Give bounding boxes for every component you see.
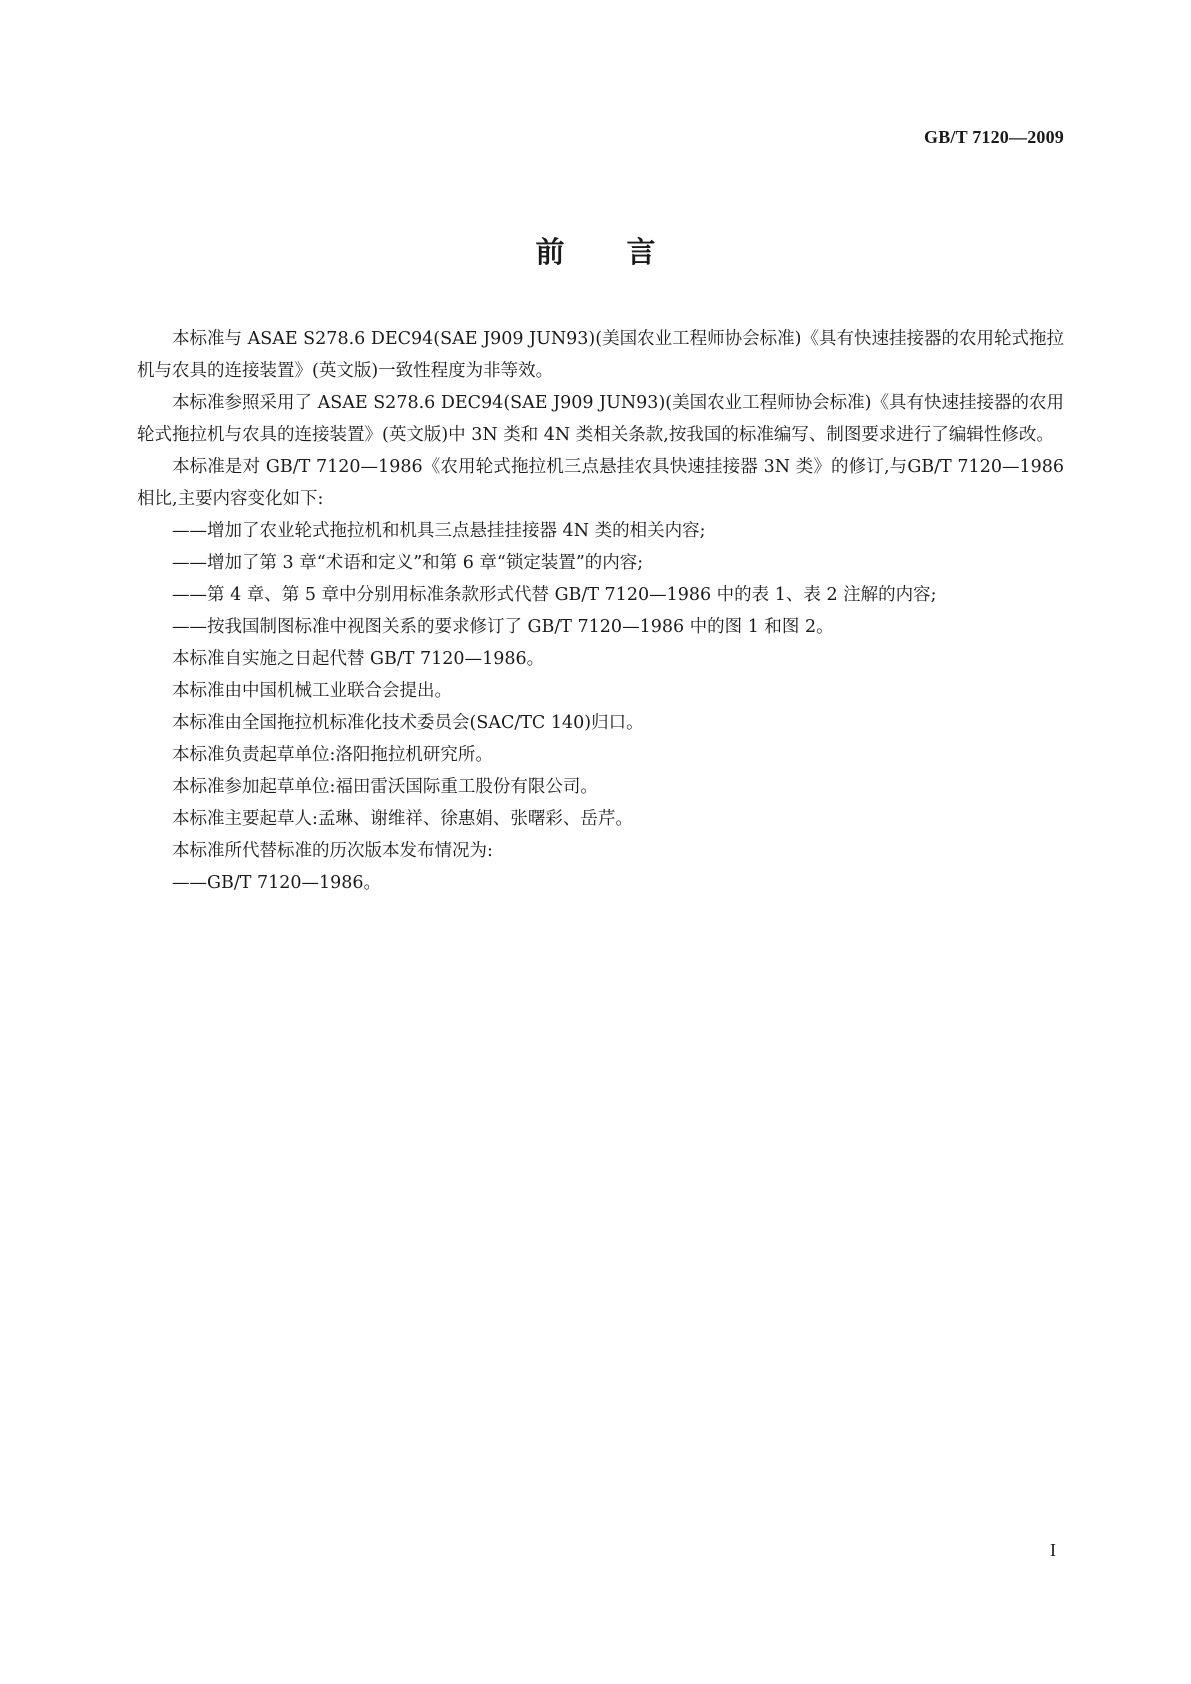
paragraph: 本标准负责起草单位:洛阳拖拉机研究所。 [172,745,493,765]
paragraph: 本标准由全国拖拉机标准化技术委员会(SAC/TC 140)归口。 [172,713,644,733]
paragraph: 本标准参照采用了 ASAE S278.6 DEC94(SAE J909 JUN93)(美国农业工程师协会标准)《具有快速挂接器的农用轮式拖拉机与农具的连接装置》(英文版)中 3N 类和 4N 类相关条款,按我国的标准编写、制图要求进行了编辑性修改。 [137,393,1064,445]
paragraph: 本标准自实施之日起代替 GB/T 7120—1986。 [172,649,545,669]
page-number: I [1050,1540,1056,1560]
paragraph: 本标准与 ASAE S278.6 DEC94(SAE J909 JUN93)(美国农业工程师协会标准)《具有快速挂接器的农用轮式拖拉机与农具的连接装置》(英文版)一致性程度为非等效。 [137,329,1064,381]
paragraph: 本标准所代替标准的历次版本发布情况为: [172,841,493,861]
paragraph: 本标准是对 GB/T 7120—1986《农用轮式拖拉机三点悬挂农具快速挂接器 3N 类》的修订,与GB/T 7120—1986 相比,主要内容变化如下: [137,457,1064,509]
paragraph: 本标准参加起草单位:福田雷沃国际重工股份有限公司。 [172,777,598,797]
foreword-body [137,323,1064,899]
change-item: ——增加了农业轮式拖拉机和机具三点悬挂挂接器 4N 类的相关内容; [172,521,706,541]
page-title: 前言 [535,235,718,269]
paragraph: 本标准由中国机械工业联合会提出。 [172,681,452,701]
replaced-version-item: ——GB/T 7120—1986。 [172,873,382,893]
paragraph: 本标准主要起草人:孟琳、谢维祥、徐惠娟、张曙彩、岳芹。 [172,809,633,829]
change-item: ——增加了第 3 章“术语和定义”和第 6 章“锁定装置”的内容; [172,553,644,573]
standard-code: GB/T 7120—2009 [924,127,1064,147]
change-item: ——按我国制图标准中视图关系的要求修订了 GB/T 7120—1986 中的图 1 和图 2。 [172,617,834,637]
change-item: ——第 4 章、第 5 章中分别用标准条款形式代替 GB/T 7120—1986 中的表 1、表 2 注解的内容; [172,585,937,605]
